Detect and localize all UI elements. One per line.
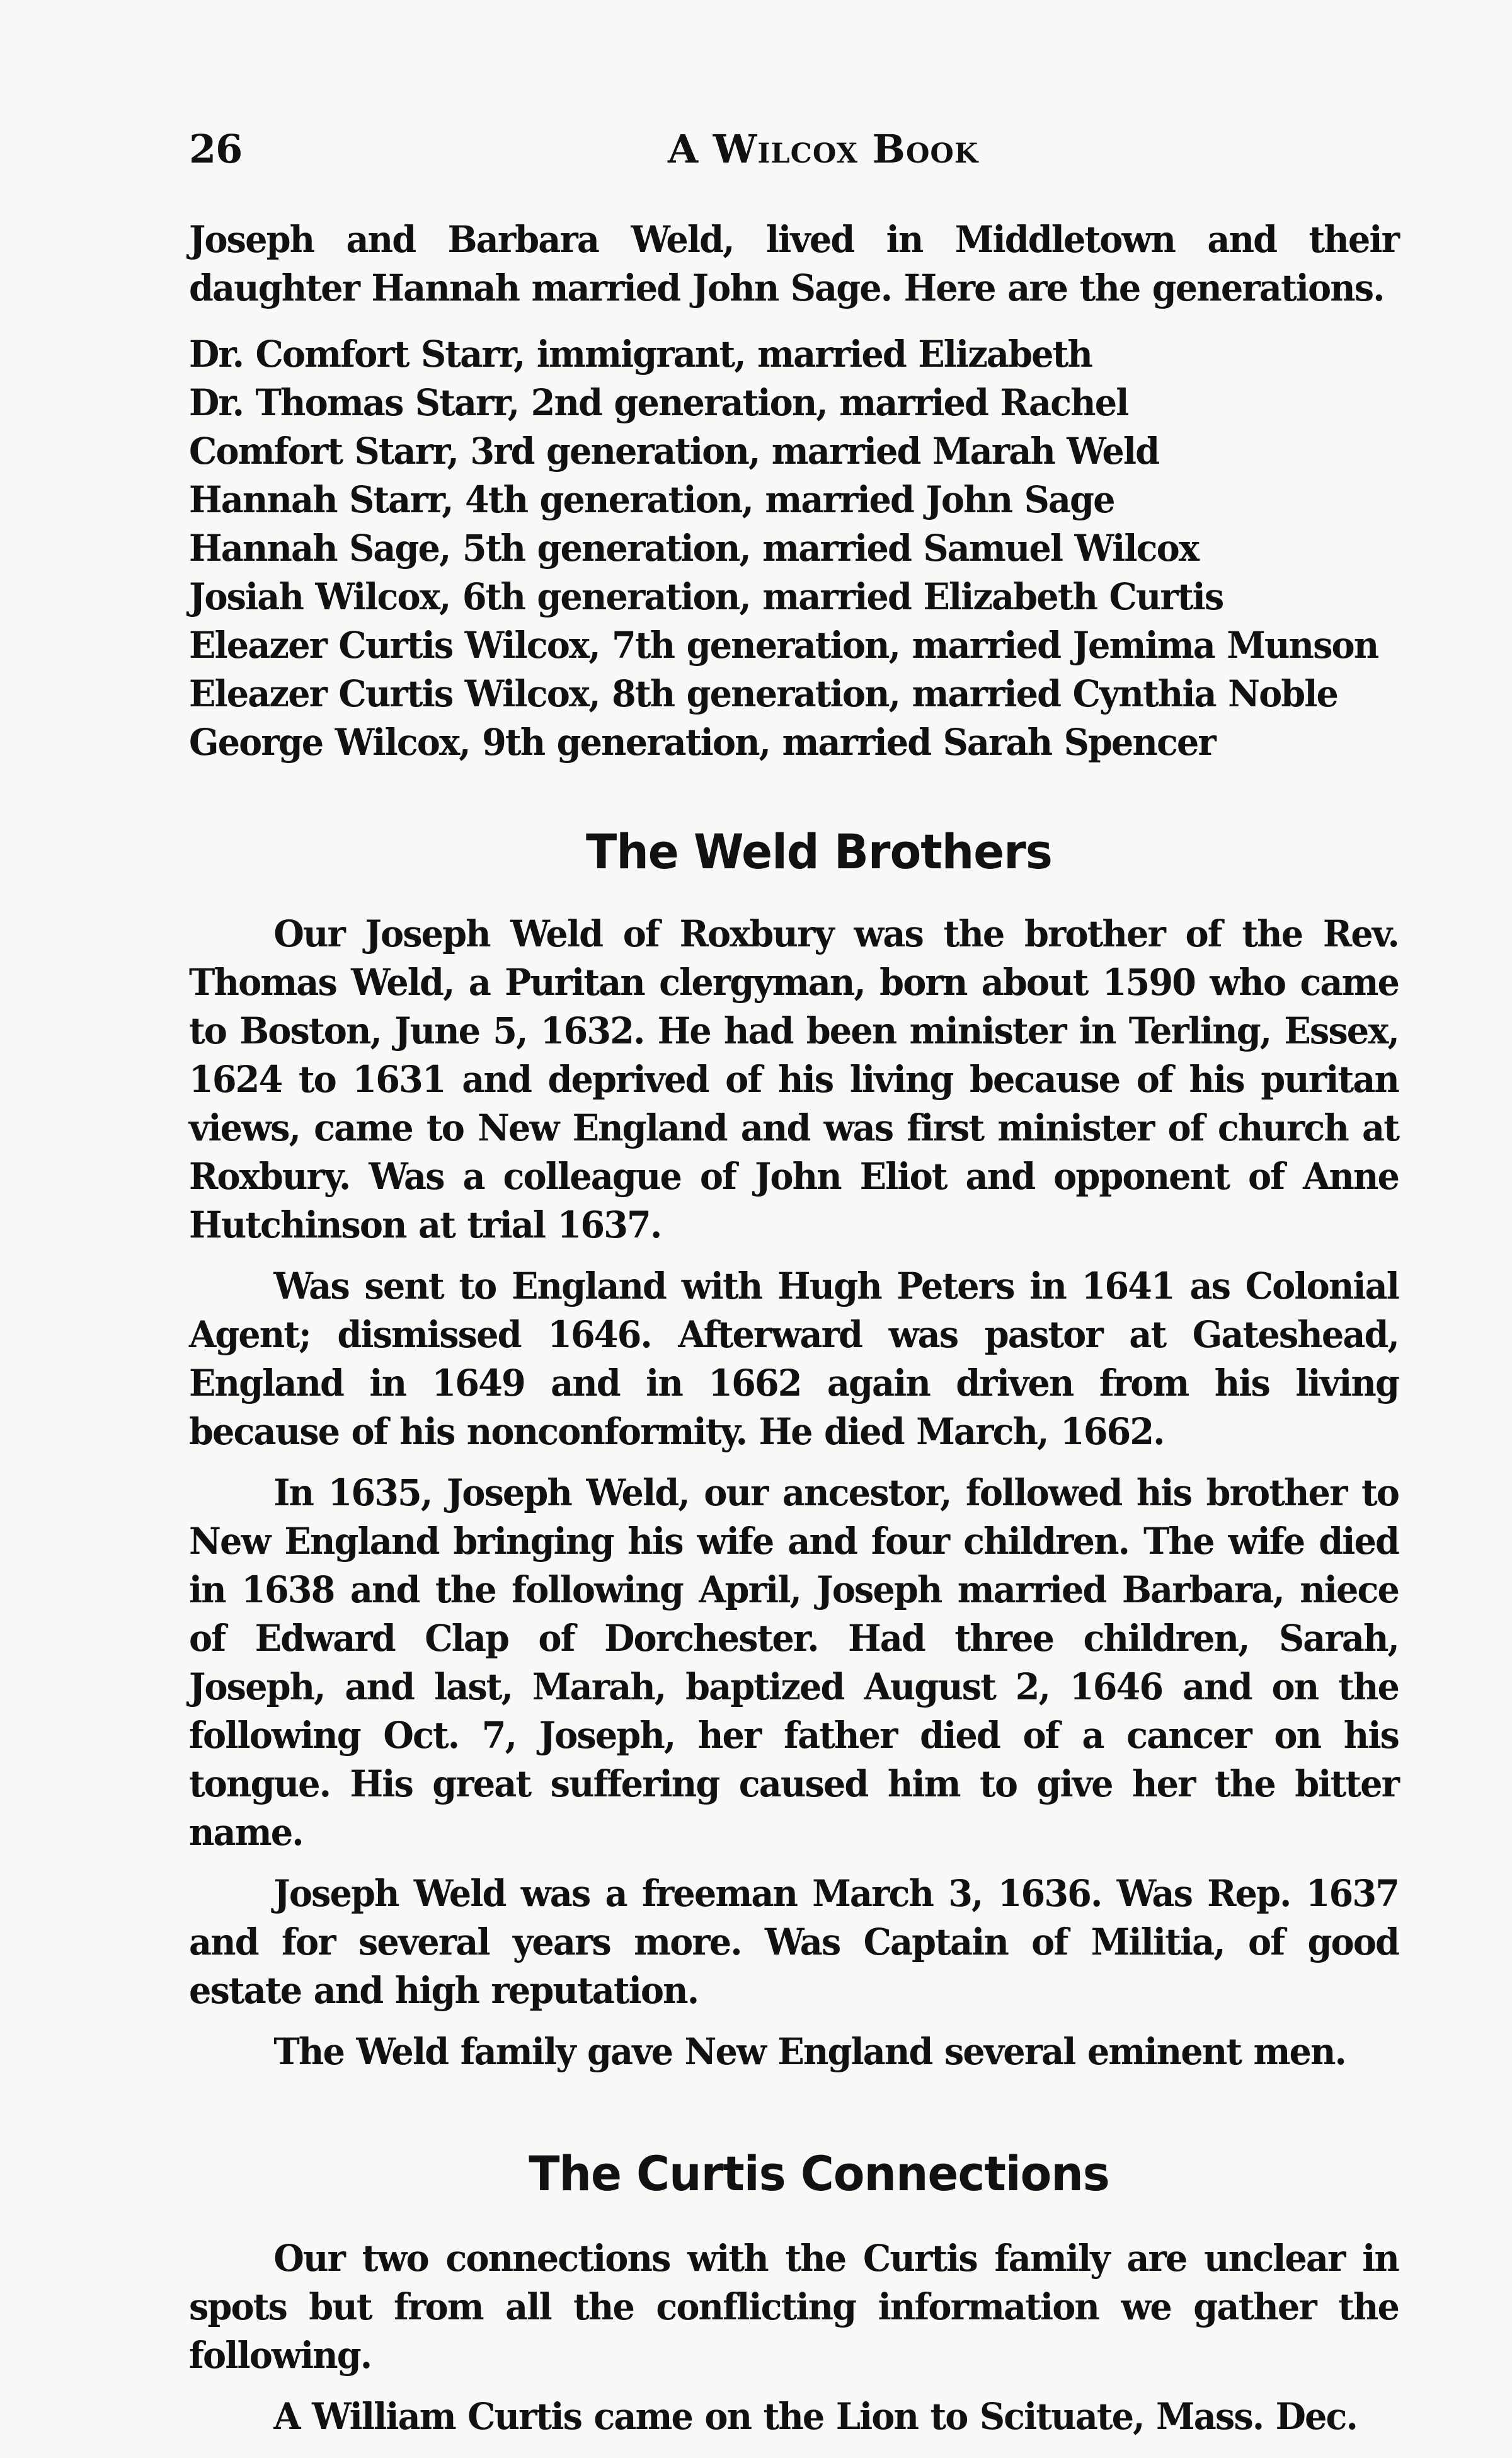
generation-line: Josiah Wilcox, 6th generation, married Elizabeth Curtis (189, 575, 1223, 618)
section-heading-weld-brothers: The Weld Brothers (586, 824, 1052, 880)
weld-paragraph: Was sent to England with Hugh Peters in 1641 as Colonial Agent; dismissed 1646. Afterward was pastor at Gateshead, England in 1649 and in 1662 again driven from his living because of his nonconformity. He died March, 1662. (189, 1265, 1399, 1453)
curtis-paragraph: A William Curtis came on the Lion to Scituate, Mass. Dec. (273, 2395, 1357, 2438)
generation-line: Dr. Thomas Starr, 2nd generation, married Rachel (189, 381, 1128, 424)
book-title: A Wilcox Book (668, 126, 979, 172)
book-page (189, 126, 1449, 2441)
generations-list (189, 330, 1449, 767)
generation-line: George Wilcox, 9th generation, married Sarah Spencer (189, 721, 1215, 764)
weld-paragraph: The Weld family gave New England several eminent men. (273, 2030, 1346, 2073)
weld-paragraph: In 1635, Joseph Weld, our ancestor, followed his brother to New England bringing his wife and four children. The wife died in 1638 and the following April, Joseph married Barbara, niece of Edward Clap of Dorchester. Had three children, Sarah, Joseph, and last, Marah, baptized August 2, 1646 and on the following Oct. 7, Joseph, her father died of a cancer on his tongue. His great suffering caused him to give her the bitter name. (189, 1471, 1399, 1854)
generation-line: Hannah Starr, 4th generation, married John Sage (189, 478, 1114, 521)
generation-line: Dr. Comfort Starr, immigrant, married Elizabeth (189, 333, 1092, 376)
intro-paragraph: Joseph and Barbara Weld, lived in Middletown and their daughter Hannah married John Sage. Here are the generations. (189, 218, 1399, 309)
generation-line: Eleazer Curtis Wilcox, 8th generation, married Cynthia Noble (189, 672, 1338, 715)
weld-paragraph: Our Joseph Weld of Roxbury was the brother of the Rev. Thomas Weld, a Puritan clergyman, born about 1590 who came to Boston, June 5, 1632. He had been minister in Terling, Essex, 1624 to 1631 and deprived of his living because of his puritan views, came to New England and was first minister of church at Roxbury. Was a colleague of John Eliot and opponent of Anne Hutchinson at trial 1637. (189, 912, 1399, 1246)
section-heading-curtis-connections: The Curtis Connections (529, 2145, 1109, 2202)
running-head (189, 126, 1449, 189)
page-number: 26 (189, 126, 243, 172)
weld-paragraph: Joseph Weld was a freeman March 3, 1636. Was Rep. 1637 and for several years more. Was Captain of Militia, of good estate and high reputation. (189, 1872, 1399, 2012)
generation-line: Eleazer Curtis Wilcox, 7th generation, married Jemima Munson (189, 624, 1378, 667)
curtis-paragraph: Our two connections with the Curtis family are unclear in spots but from all the conflicting information we gather the following. (189, 2237, 1399, 2377)
generation-line: Comfort Starr, 3rd generation, married Marah Weld (189, 430, 1159, 473)
generation-line: Hannah Sage, 5th generation, married Samuel Wilcox (189, 527, 1199, 570)
